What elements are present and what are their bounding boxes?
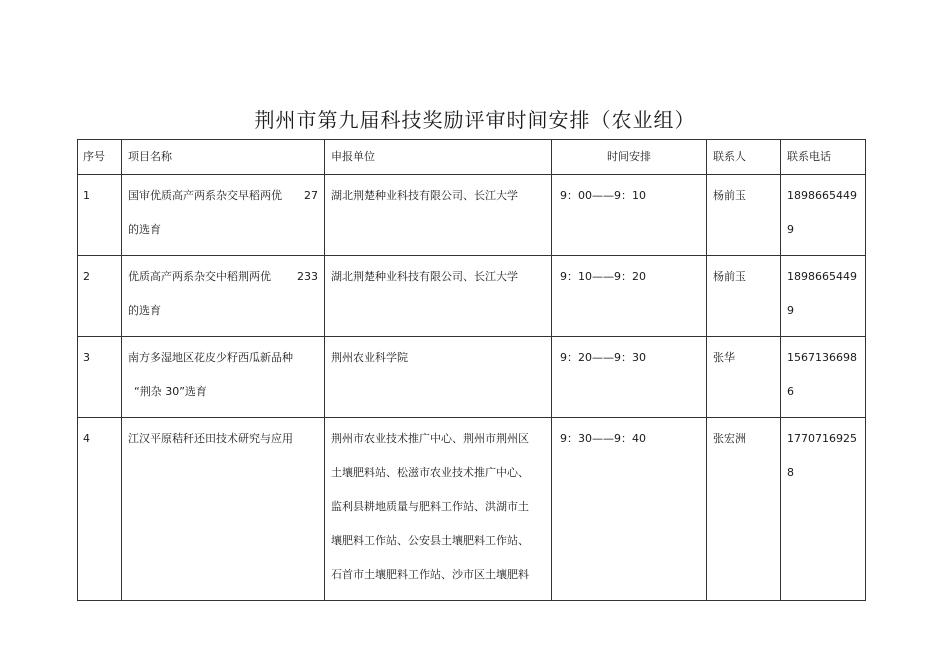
- schedule-table: [77, 139, 866, 601]
- cell-phone: 1898665449 9: [781, 256, 866, 337]
- cell-contact: 杨前玉: [707, 256, 781, 337]
- cell-seq: 2: [78, 256, 122, 337]
- cell-time: 9：20——9：30: [552, 337, 707, 418]
- table-row: [78, 418, 866, 601]
- page-title: 荆州市第九届科技奖励评审时间安排（农业组）: [254, 108, 696, 132]
- cell-seq: 3: [78, 337, 122, 418]
- table-row: [78, 256, 866, 337]
- cell-project: 国审优质高产两系杂交早稻两优 27 的选育: [122, 175, 325, 256]
- cell-time: 9：00——9：10: [552, 175, 707, 256]
- cell-phone: 1567136698 6: [781, 337, 866, 418]
- cell-phone: 1770716925 8: [781, 418, 866, 601]
- cell-phone: 1898665449 9: [781, 175, 866, 256]
- header-project: 项目名称: [122, 140, 325, 175]
- cell-unit: 荆州农业科学院: [325, 337, 552, 418]
- cell-time: 9：30——9：40: [552, 418, 707, 601]
- cell-project: 优质高产两系杂交中稻荆两优 233 的选育: [122, 256, 325, 337]
- header-unit: 申报单位: [325, 140, 552, 175]
- table-row: [78, 175, 866, 256]
- cell-contact: 张宏洲: [707, 418, 781, 601]
- cell-time: 9：10——9：20: [552, 256, 707, 337]
- cell-project: 南方多湿地区花皮少籽西瓜新品种 “荆杂 30”选育: [122, 337, 325, 418]
- header-seq: 序号: [78, 140, 122, 175]
- cell-unit: 湖北荆楚种业科技有限公司、长江大学: [325, 175, 552, 256]
- header-time: 时间安排: [552, 140, 707, 175]
- cell-project: 江汉平原秸秆还田技术研究与应用: [122, 418, 325, 601]
- cell-contact: 杨前玉: [707, 175, 781, 256]
- table-header-row: [78, 140, 866, 175]
- header-contact: 联系人: [707, 140, 781, 175]
- cell-seq: 4: [78, 418, 122, 601]
- cell-unit: 湖北荆楚种业科技有限公司、长江大学: [325, 256, 552, 337]
- cell-seq: 1: [78, 175, 122, 256]
- cell-unit: 荆州市农业技术推广中心、荆州市荆州区 土壤肥料站、松滋市农业技术推广中心、 监利县耕地质量与肥料工作站、洪湖市土 壤肥料工作站、公安县土壤肥料工作站、 石首市土壤肥料工作站、沙市区土壤肥料: [325, 418, 552, 601]
- cell-contact: 张华: [707, 337, 781, 418]
- header-phone: 联系电话: [781, 140, 866, 175]
- table-row: [78, 337, 866, 418]
